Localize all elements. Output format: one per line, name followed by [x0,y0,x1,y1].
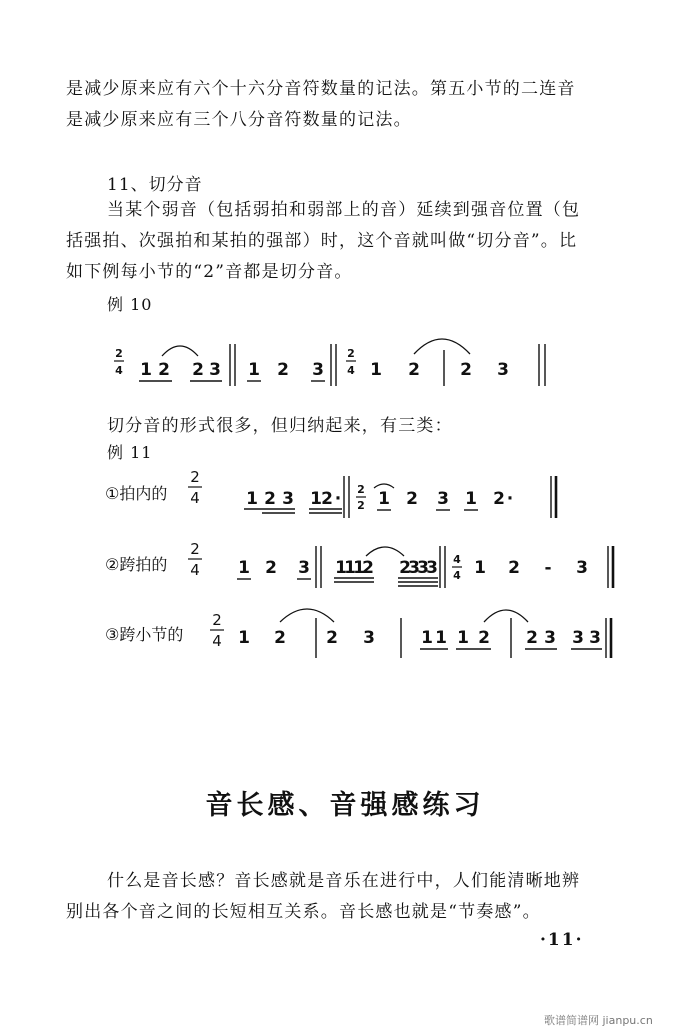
section-title: 音长感、音强感练习 [205,790,485,821]
note: 1 [435,628,447,648]
note: 2 [264,489,276,509]
row1-ts2-bottom: 2 [357,499,365,512]
forms-line: 切分音的形式很多，但归纳起来，有三类： [107,416,453,436]
note: 1 [248,360,260,380]
ex10-ts2-bottom: 4 [347,364,355,377]
row1-score [0,460,690,530]
tie-arc [366,547,404,556]
note: · [334,489,342,509]
note: 2 [326,628,338,648]
note: 2 [406,489,418,509]
section-11-line-1: 当某个弱音（包括弱拍和弱部上的音）延续到强音位置（包 [107,200,581,220]
row1-ts-top: 2 [190,468,200,486]
note: 2 [408,360,420,380]
note: 2 [508,558,520,578]
tie-arc [414,339,470,354]
row3-ts-bottom: 4 [212,632,222,650]
note: 2 [493,489,505,509]
note: 1 [140,360,152,380]
note: 1 [238,628,250,648]
note: 1 [246,489,258,509]
note: 3 [576,558,588,578]
note: 3 [497,360,509,380]
intro-line-1: 是减少原来应有六个十六分音符数量的记法。第五小节的二连音 [66,79,576,99]
section-11-line-2: 括强拍、次强拍和某拍的强部）时，这个音就叫做“切分音”。比 [66,231,578,251]
note: 1 [474,558,486,578]
row2-prefix: ②跨拍的 [105,555,168,574]
tie-arc [280,609,334,622]
row2-ts2-top: 4 [453,553,461,566]
row3-score [0,598,690,670]
note: 1 [378,489,390,509]
row3-prefix: ③跨小节的 [105,625,184,644]
note: 1 [335,558,347,578]
note: 3 [209,360,221,380]
ex10-ts1-bottom: 4 [115,364,123,377]
row2-ts2-bottom: 4 [453,569,461,582]
note: 3 [312,360,324,380]
note: 1 [465,489,477,509]
note: 3 [589,628,601,648]
note: 2 [460,360,472,380]
row1-ts-bottom: 4 [190,489,200,507]
row1-prefix: ①拍内的 [105,484,168,503]
example-11-label: 例 11 [107,443,153,462]
note: 3 [408,558,420,578]
note: 2 [478,628,490,648]
note: 3 [282,489,294,509]
note: 3 [298,558,310,578]
note: 2 [362,558,374,578]
note: 3 [572,628,584,648]
watermark: 歌谱简谱网 jianpu.cn [544,1014,653,1027]
row3-ts-top: 2 [212,611,222,629]
ex10-ts2-top: 2 [347,347,355,360]
example-10-score [0,320,690,400]
section-11-line-3: 如下例每小节的“2”音都是切分音。 [66,262,353,282]
ex10-ts1-top: 2 [115,347,123,360]
note: 1 [457,628,469,648]
note: · [506,489,514,509]
row1-ts2-top: 2 [357,483,365,496]
row2-ts-top: 2 [190,540,200,558]
note: 1 [238,558,250,578]
note: 3 [426,558,438,578]
note: 2 [265,558,277,578]
note: 1 [353,558,365,578]
note: 3 [363,628,375,648]
example-10-label: 例 10 [107,295,153,314]
tie-arc [374,484,394,488]
closing-line-1: 什么是音长感？音长感就是音乐在进行中，人们能清晰地辨 [107,871,581,891]
row2-score [0,530,690,600]
row2-ts-bottom: 4 [190,561,200,579]
tie-arc [162,346,198,356]
section-11-title: 11、切分音 [107,175,203,195]
tie-arc [484,610,528,622]
note: 2 [526,628,538,648]
note: 1 [310,489,322,509]
note: 1 [370,360,382,380]
note: 2 [399,558,411,578]
note: 3 [437,489,449,509]
note: 2 [321,489,333,509]
note: 3 [417,558,429,578]
intro-line-2: 是减少原来应有三个八分音符数量的记法。 [66,110,412,130]
note: 2 [158,360,170,380]
note: 2 [277,360,289,380]
note: 2 [274,628,286,648]
note: 1 [421,628,433,648]
note: 3 [544,628,556,648]
note: 2 [192,360,204,380]
page-number: ·11· [540,930,584,950]
note: 1 [344,558,356,578]
closing-line-2: 别出各个音之间的长短相互关系。音长感也就是“节奏感”。 [66,902,541,922]
dash: - [544,558,552,578]
